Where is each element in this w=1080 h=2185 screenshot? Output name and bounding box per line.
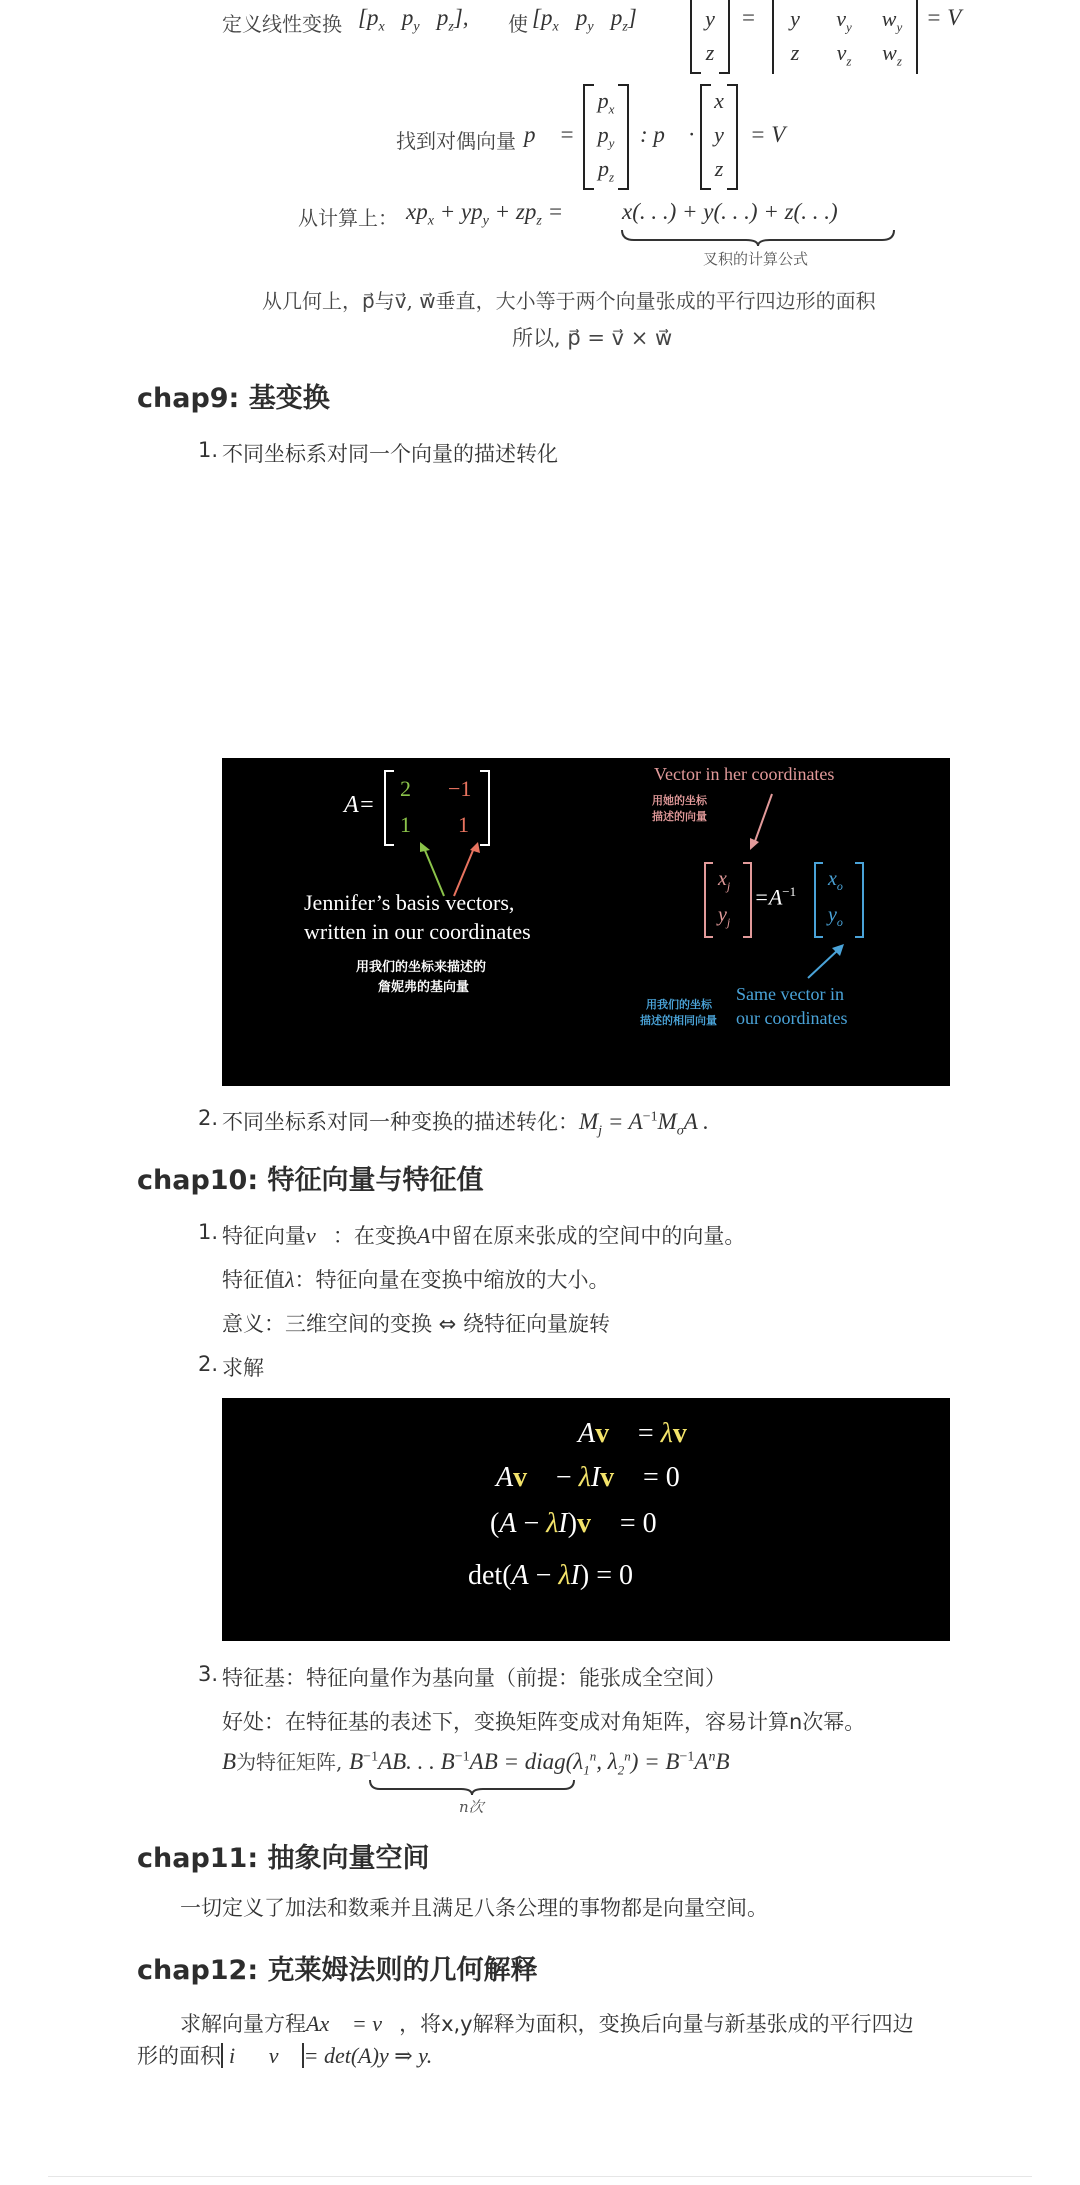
- eigen-equations-figure: [222, 1398, 950, 1641]
- linear-transform-label: 定义线性变换: [222, 12, 342, 36]
- cramer-text-a: 求解向量方程: [180, 2012, 306, 2036]
- ax-equals-v: Ax⃗ = v⃗: [306, 2011, 400, 2036]
- compute-lhs: $xp_x + yp_y + zp_z$ =: [406, 199, 564, 229]
- chap11-text: 一切定义了加法和数乘并且满足八条公理的事物都是向量空间。: [180, 1896, 768, 1920]
- cramer-line-2: [137, 2040, 432, 2070]
- basis-change-figure: A= 2 −1 1 1 Jennifer’s basis vectors, written in our coordinates 用我们的坐标来描述的 詹妮弗的基向量 Vector in her coordinates 用她的坐标 描述的向量 $x_j$ $y_j$ $=A^{-1}$ $x_o$ $y_o$ Same vector in our coordinates 用我们的坐标 描述的相同向量: [222, 758, 950, 1086]
- matrix-a-22: 1: [458, 812, 469, 837]
- compute-rhs: x(. . .) + y(. . .) + z(. . .): [622, 199, 838, 224]
- eq-line-1: Av⃗ = λv⃗: [578, 1418, 709, 1449]
- same-vector-en-1: Same vector in: [736, 984, 844, 1004]
- cross-product-caption: 叉积的计算公式: [703, 250, 809, 268]
- our-coordinates-vector: $x_o$ $y_o$: [814, 862, 864, 938]
- transform-formula: $M_j = A^{-1}M_oA$ .: [579, 1109, 709, 1139]
- cramer-text-c: 形的面积: [137, 2044, 221, 2068]
- same-vector-cn-2: 描述的相同向量: [640, 1014, 717, 1027]
- list-number: 1.: [198, 1220, 219, 1244]
- same-vector-en-2: our coordinates: [736, 1008, 848, 1028]
- det-bars: i⃗ v⃗: [221, 2043, 304, 2068]
- chap9-heading: chap9: 基变换: [137, 383, 330, 414]
- eigenvalue-definition: [222, 1264, 610, 1294]
- rowvec-2: [$p_x$ $p_y$ $p_z$]: [532, 5, 637, 35]
- so-text: 所以, p⃗ = v⃗ × w⃗: [512, 326, 673, 350]
- her-vector-cn-1: 用她的坐标: [652, 794, 707, 807]
- a-symbol: A: [416, 1223, 431, 1248]
- xyz-column-vector: x y z: [700, 84, 738, 190]
- colon-dot: : p⃗ ·: [640, 122, 695, 147]
- xo-label: x: [828, 868, 837, 890]
- p-vector-symbol: p⃗ =: [524, 122, 575, 147]
- matrix-a-11: 2: [400, 776, 411, 801]
- eigenbasis-benefit: 好处：在特征基的表述下，变换矩阵变成对角矩阵，容易计算n次幂。: [222, 1710, 866, 1734]
- eigenvalue-label: 特征值: [222, 1268, 285, 1292]
- eigenvector-definition: [222, 1220, 745, 1250]
- basis-cn-2: 詹妮弗的基向量: [378, 980, 470, 995]
- eigenvector-text-c: 中留在原来张成的空间中的向量。: [430, 1224, 746, 1248]
- eq-line-4: det(A − λI) = 0: [468, 1560, 634, 1591]
- equals-v-1: = V: [926, 5, 962, 30]
- underbrace: [620, 228, 896, 248]
- chap10-heading: chap10: 特征向量与特征值: [137, 1165, 484, 1196]
- basis-en-1: Jennifer’s basis vectors,: [304, 890, 515, 915]
- matrix-a-label: A=: [344, 792, 375, 818]
- equals-v-2: = V: [750, 122, 786, 147]
- chap11-heading: chap11: 抽象向量空间: [137, 1843, 430, 1874]
- eigenbasis-formula: B为特征矩阵, $B^{-1}AB$. . . $B^{-1}AB$ = $diag(\lambda_1^n$, $\lambda_2^n) = B^{-1}A^nB$: [222, 1748, 730, 1778]
- chap9-item1-text: 不同坐标系对同一个向量的描述转化: [222, 442, 558, 466]
- cramer-line-1: [180, 2008, 914, 2038]
- compute-label: 从计算上：: [298, 206, 398, 230]
- dual-vector-label: 找到对偶向量: [396, 129, 516, 153]
- chap9-item2-text: [222, 1106, 709, 1140]
- her-vector-arrow: [742, 792, 782, 852]
- eigenvalue-text: ：特征向量在变换中缩放的大小。: [294, 1268, 610, 1292]
- chap12-heading: chap12: 克莱姆法则的几何解释: [137, 1955, 538, 1986]
- power-underbrace: [368, 1778, 578, 1796]
- basis-cn-1: 用我们的坐标来描述的: [356, 960, 487, 975]
- eq-line-2: Av⃗ − λIv⃗ = 0: [496, 1462, 680, 1493]
- her-vector-en: Vector in her coordinates: [654, 764, 835, 784]
- basis-en-2: written in our coordinates: [304, 919, 531, 944]
- v-vector-symbol: v⃗: [306, 1223, 333, 1248]
- equals-sign: =: [742, 5, 755, 30]
- matrix-a-21: 1: [400, 812, 411, 837]
- solve-label: 求解: [222, 1356, 264, 1380]
- eigen-meaning: 意义：三维空间的变换 ⇔ 绕特征向量旋转: [222, 1312, 610, 1336]
- eigenvector-text-b: ：在变换: [332, 1224, 417, 1248]
- her-vector-cn-2: 描述的向量: [652, 810, 707, 823]
- colvec-xyz-partial: y z: [690, 0, 730, 74]
- cramer-text-b: ，将x,y解释为面积，变换后向量与新基张成的平行四边: [399, 2012, 914, 2036]
- cramer-result: = det(A)y ⇒ y.: [303, 2043, 433, 2068]
- her-coordinates-vector: $x_j$ $y_j$: [704, 862, 752, 938]
- matrix-a: [384, 770, 490, 846]
- list-number: 1.: [198, 438, 219, 462]
- geometry-text: 从几何上，p⃗与v⃗, w⃗垂直，大小等于两个向量张成的平行四边形的面积: [262, 289, 876, 313]
- linear-transform-rowvec: [$p_x$ $p_y$ $p_z$],: [358, 5, 469, 35]
- eq-line-3: (A − λI)v⃗ = 0: [490, 1508, 657, 1539]
- eigenvector-label: 特征向量: [222, 1224, 306, 1248]
- list-number: 3.: [198, 1662, 219, 1686]
- list-number: 2.: [198, 1352, 219, 1376]
- same-vector-cn-1: 用我们的坐标: [646, 998, 712, 1011]
- yo-label: y: [828, 904, 837, 926]
- top-formula-block: [0, 0, 1080, 360]
- yj-label: y: [718, 904, 727, 926]
- determinant-partial: y $v_y$ $w_y$ z $v_z$ $w_z$: [772, 0, 918, 74]
- lambda-symbol: λ: [285, 1267, 295, 1292]
- matrix-a-12: −1: [448, 776, 472, 801]
- n-times-label: n次: [459, 1798, 484, 1816]
- use-label: 使: [508, 12, 528, 36]
- bottom-divider: [48, 2176, 1032, 2177]
- equals-a-inverse: =A: [754, 884, 783, 910]
- chap9-item2-label: 不同坐标系对同一种变换的描述转化：: [222, 1110, 579, 1134]
- list-number: 2.: [198, 1106, 219, 1130]
- eigen-matrix-label: 为特征矩阵,: [236, 1750, 343, 1774]
- p-column-vector: $p_x$ $p_y$ $p_z$: [583, 84, 629, 190]
- xj-label: x: [718, 868, 727, 890]
- same-vector-arrow: [804, 942, 848, 982]
- eigenbasis-definition: 特征基：特征向量作为基向量（前提：能张成全空间）: [222, 1666, 726, 1690]
